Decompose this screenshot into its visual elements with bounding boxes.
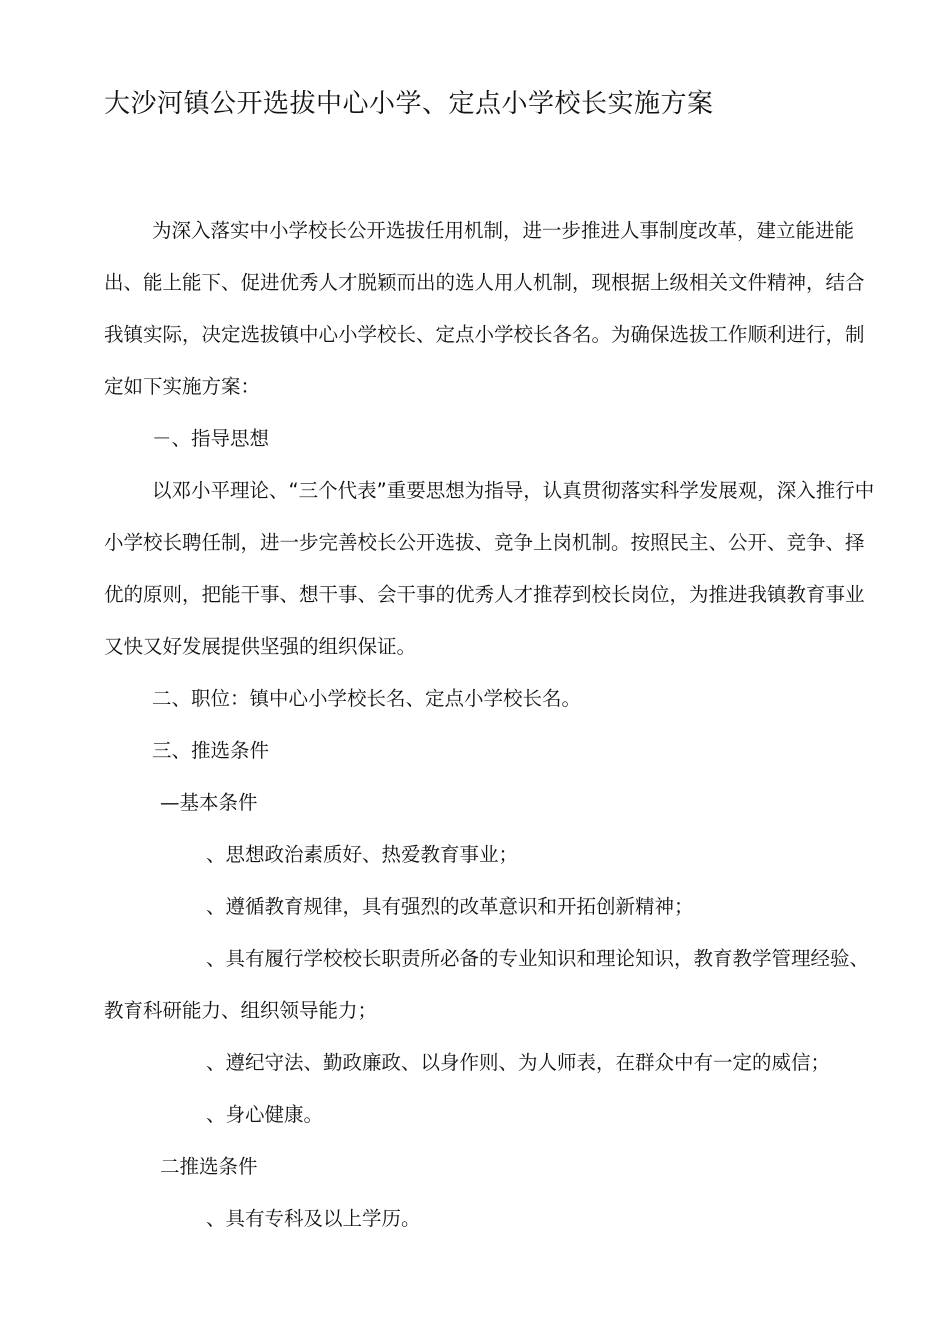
intro-paragraph: 为深入落实中小学校长公开选拔任用机制，进一步推进人事制度改革，建立能进能出、能上能下、促进优秀人才脱颖而出的选人用人机制，现根据上级相关文件精神，结合我镇实际，决定选拔镇中心小学校长、定点小学校长各名。为确保选拔工作顺利进行，制定如下实施方案： (104, 219, 865, 398)
section-heading-positions: 二、职位：镇中心小学校长名、定点小学校长名。 (152, 687, 582, 710)
subsection-heading-basic-conditions: —基本条件 (160, 791, 258, 814)
section-heading-conditions: 三、推选条件 (152, 739, 270, 762)
condition-item: 、遵纪守法、勤政廉政、以身作则、为人师表，在群众中有一定的威信； (206, 1051, 831, 1074)
condition-item: 、遵循教育规律，具有强烈的改革意识和开拓创新精神； (206, 895, 694, 918)
condition-item: 、具有专科及以上学历。 (206, 1207, 421, 1230)
condition-item: 、思想政治素质好、热爱教育事业； (206, 843, 519, 866)
section-heading-guiding-ideology: －、指导思想 (152, 427, 270, 450)
subsection-heading-selection-conditions: 二推选条件 (160, 1155, 258, 1178)
document-title: 大沙河镇公开选拔中心小学、定点小学校长实施方案 (104, 89, 714, 119)
condition-item: 、具有履行学校校长职责所必备的专业知识和理论知识，教育教学管理经验、教育科研能力、组织领导能力； (104, 947, 870, 1022)
document-body (104, 205, 880, 1245)
condition-item: 、身心健康。 (206, 1103, 324, 1126)
guiding-ideology-paragraph: 以邓小平理论、“三个代表”重要思想为指导，认真贯彻落实科学发展观，深入推行中小学校长聘任制，进一步完善校长公开选拔、竞争上岗机制。按照民主、公开、竞争、择优的原则，把能干事、想干事、会干事的优秀人才推荐到校长岗位，为推进我镇教育事业又快又好发展提供坚强的组织保证。 (104, 479, 875, 658)
